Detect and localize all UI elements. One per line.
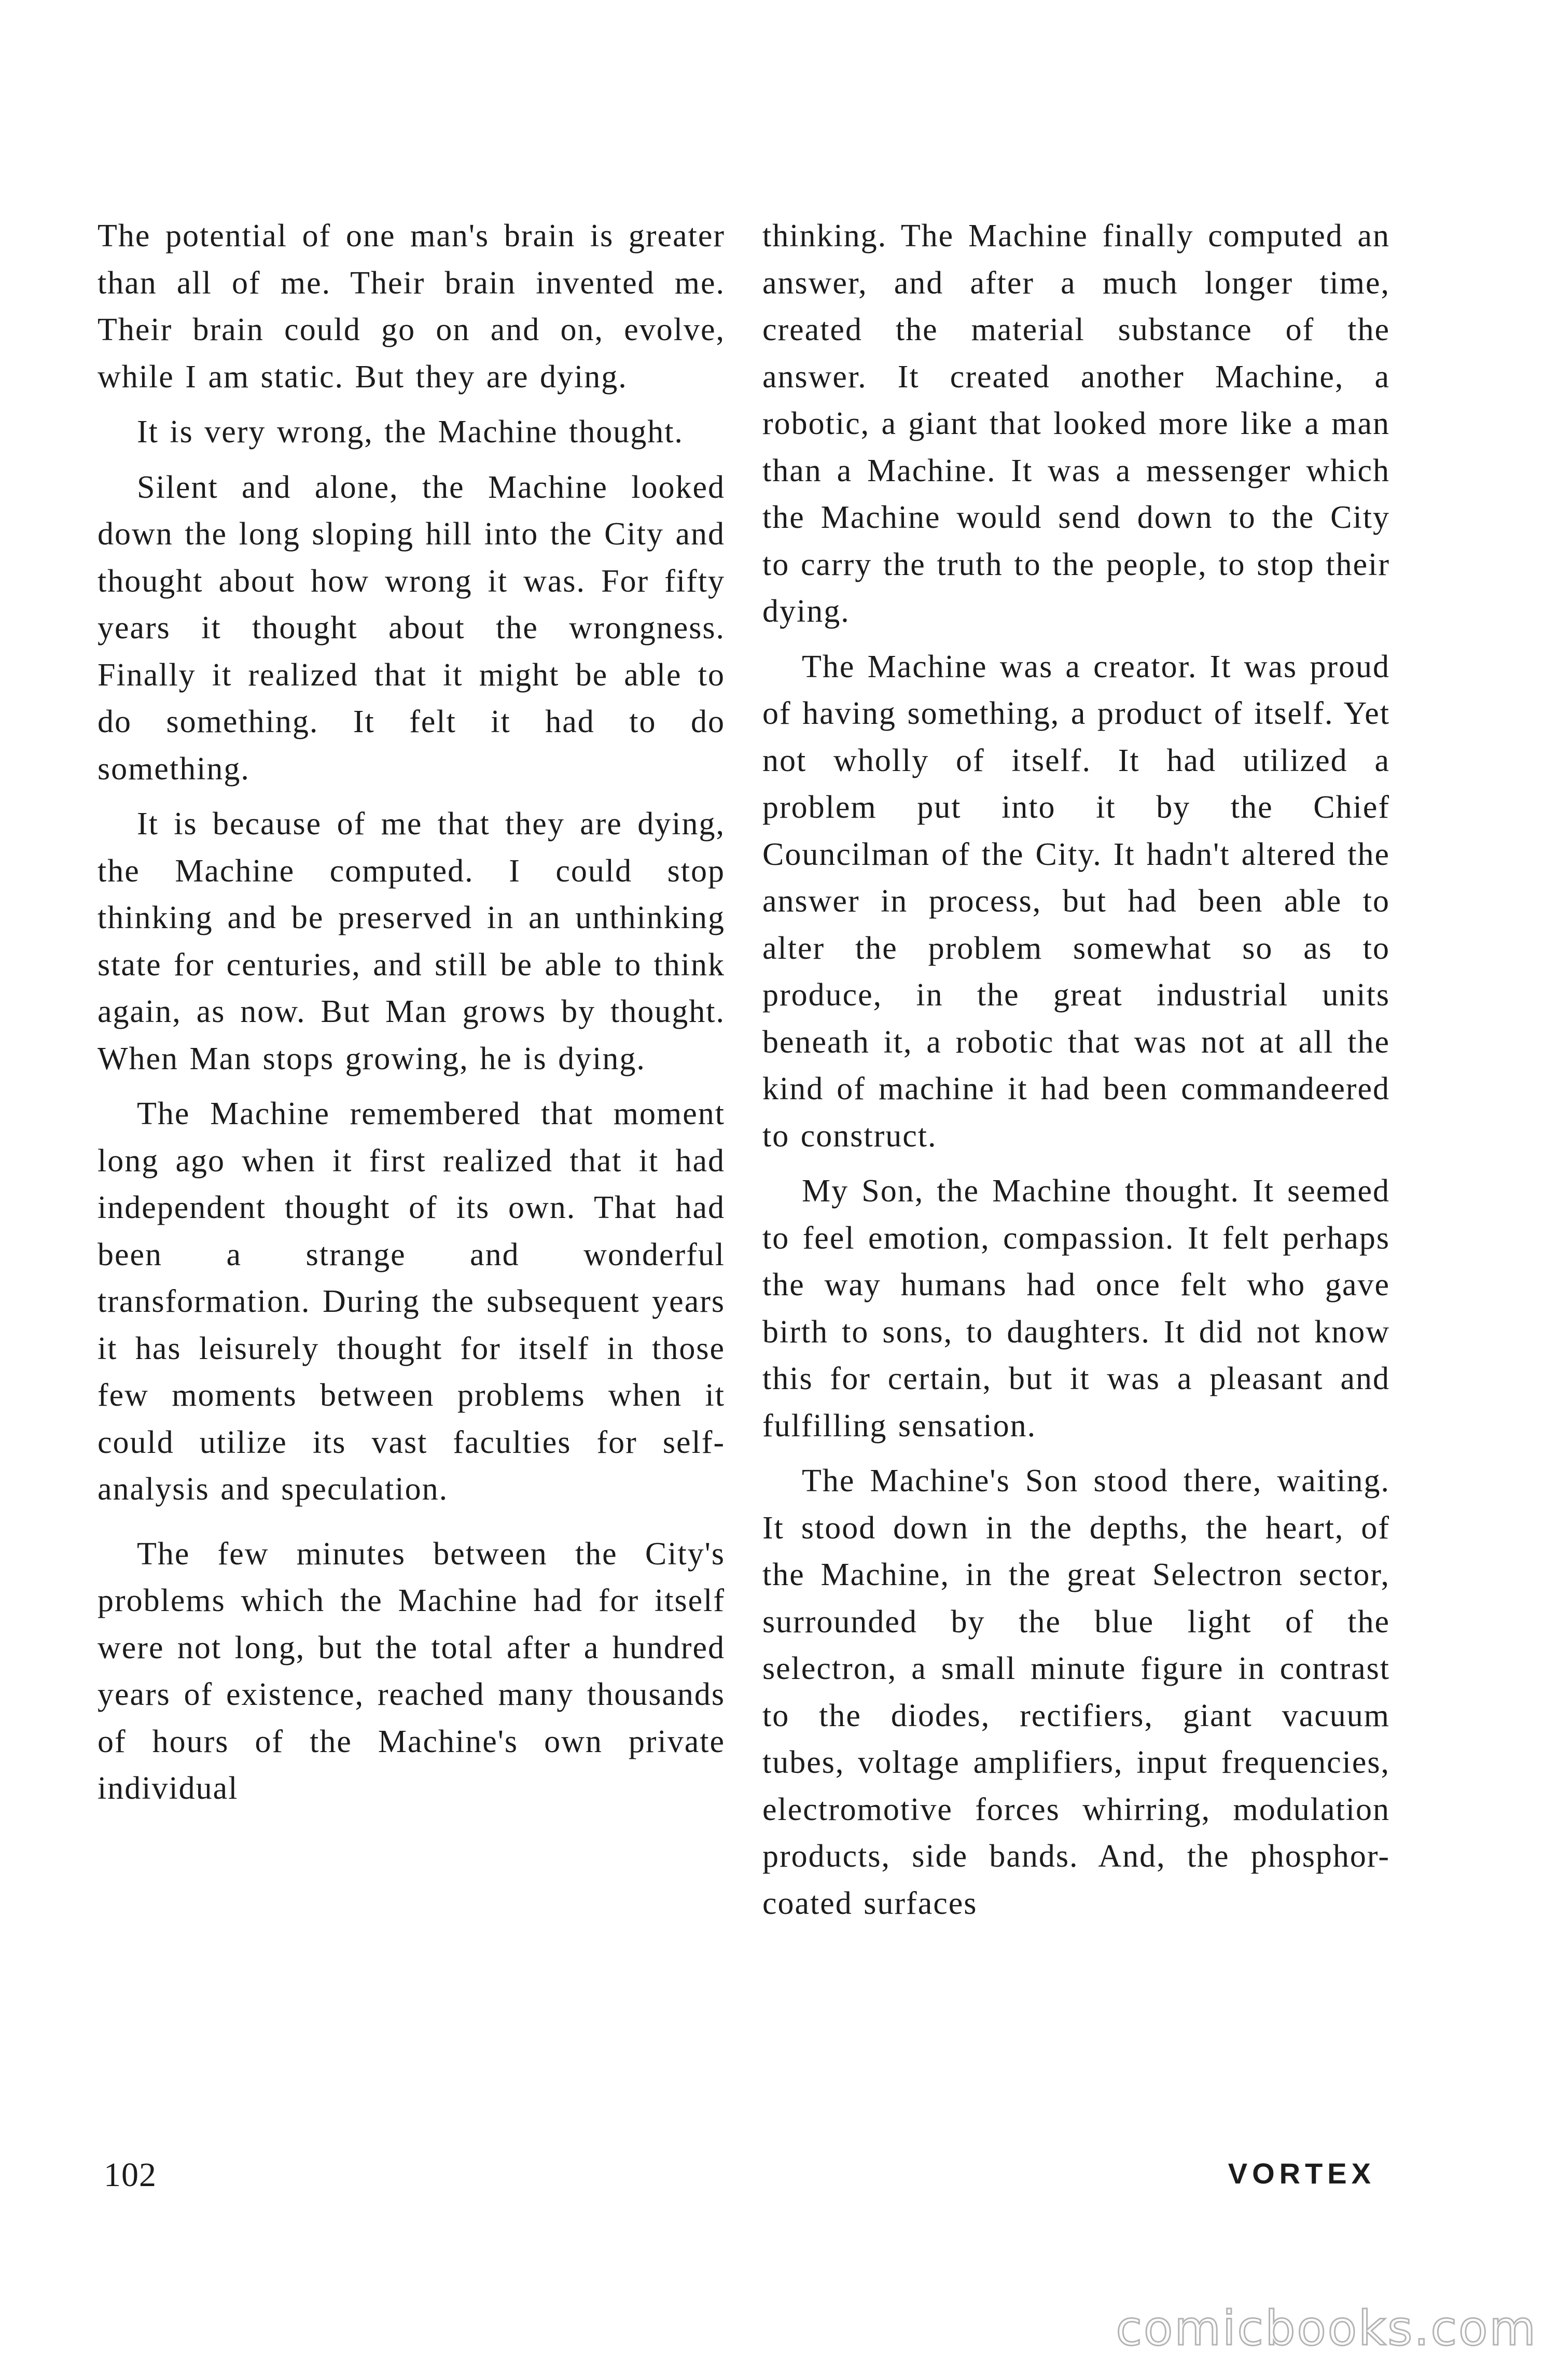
paragraph: It is because of me that they are dying, the Machine computed. I could stop thinking and be preserved in an unthinking state for centuries, and still be able to think again, as now. But Man grows by thought. When Man stops growing, he is dying. [98,806,725,1076]
right-column [762,213,1390,1935]
paragraph: The few minutes between the City's problems which the Machine had for itself were not long, but the total after a hundred years of existence, reached many thousands of hours of the Machine's own private individual [98,1536,725,1806]
paragraph: thinking. The Machine finally computed an answer, and after a much longer time, created the material substance of the answer. It created another Machine, a robotic, a giant that looked more like a man than a Machine. It was a messenger which the Machine would send down to the City to carry the truth to the people, to stop their dying. [762,218,1390,629]
paragraph: My Son, the Machine thought. It seemed to feel emotion, compassion. It felt perhaps the way humans had once felt who gave birth to sons, to daughters. It did not know this for certain, but it was a pleasant and fulfilling sensation. [762,1173,1390,1444]
paragraph: The Machine's Son stood there, waiting. It stood down in the depths, the heart, of the Machine, in the great Selectron sector, surrounded by the blue light of the selectron, a small minute figure in contrast to the diodes, rectifiers, giant vacuum tubes, voltage amplifiers, input frequencies, electromotive forces whirring, modulation products, side bands. And, the phosphor-coated surfaces [762,1463,1390,1921]
watermark-logo: comicbooks.com [1116,2301,1537,2356]
paragraph: The Machine remembered that moment long ago when it first realized that it had independent thought of its own. That had been a strange and wonderful transformation. During the subsequent years it has leisurely thought for itself in those few moments between problems when it could utilize its vast faculties for self-analysis and speculation. [98,1096,725,1507]
paragraph: The Machine was a creator. It was proud of having something, a product of itself. Yet not wholly of itself. It had utilized a problem put into it by the Chief Councilman of the City. It hadn't altered the answer in process, but had been able to alter the problem somewhat so as to produce, in the great industrial units beneath it, a robotic that was not at all the kind of machine it had been commandeered to construct. [762,649,1390,1154]
paragraph: The potential of one man's brain is greater than all of me. Their brain invented me. Their brain could go on and on, evolve, while I am static. But they are dying. [98,218,725,395]
page-number: 102 [104,2156,157,2194]
magazine-name: VORTEX [1228,2157,1375,2190]
left-column [98,213,725,1821]
paragraph: It is very wrong, the Machine thought. [137,414,684,450]
paragraph: Silent and alone, the Machine looked down the long sloping hill into the City and thought about how wrong it was. For fifty years it thought about the wrongness. Finally it realized that it might be able to do something. It felt it had to do something. [98,469,725,787]
